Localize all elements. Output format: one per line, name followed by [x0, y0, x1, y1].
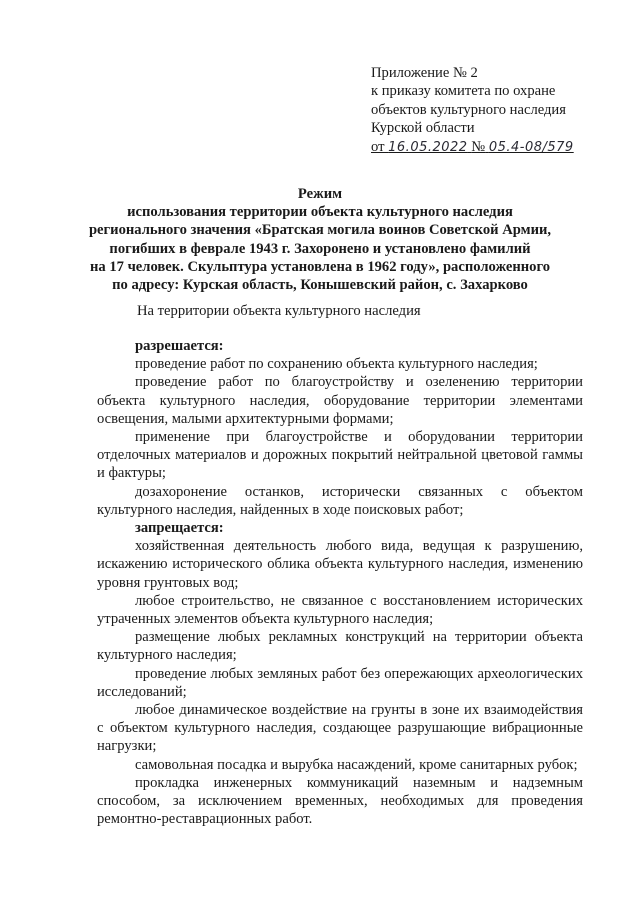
appendix-region: Курской области [371, 120, 475, 137]
title-line-1: Режим [297, 186, 343, 202]
forbidden-item: прокладка инженерных коммуникаций наземным и надземным способом, за исключением временных, необходимых для проведения ремонтно-реставрационных работ. [97, 774, 583, 828]
appendix-number: Приложение № 2 [371, 65, 478, 81]
appendix-order-ref: к приказу комитета по охране [371, 83, 556, 100]
title-line-3: регионального значения «Братская могила воинов Советской Армии, [88, 222, 552, 239]
forbidden-item: любое динамическое воздействие на грунты в зоне их взаимодействия с объектом культурного наследия, создающее разрушающие вибрационные нагрузки; [97, 702, 583, 755]
allowed-item: проведение работ по сохранению объекта культурного наследия; [135, 356, 538, 373]
allowed-item: дозахоронение останков, исторически связанных с объектом культурного наследия, найденных в ходе поисковых работ; [97, 483, 583, 518]
forbidden-item: самовольная посадка и вырубка насаждений, кроме санитарных рубок; [135, 756, 578, 773]
forbidden-heading: запрещается: [135, 520, 224, 537]
title-line-6: по адресу: Курская область, Конышевский район, с. Захарково [112, 277, 528, 294]
document-title [80, 185, 560, 294]
forbidden-item: хозяйственная деятельность любого вида, ведущая к разрушению, искажению исторического облика объекта культурного наследия, изменению уровня грунтовых вод; [97, 538, 583, 591]
forbidden-item: размещение любых рекламных конструкций на территории объекта культурного наследия; [97, 629, 583, 664]
number-prefix: № [471, 138, 486, 155]
date-value: 16.05.2022 [388, 139, 468, 155]
allowed-item: проведение работ по благоустройству и озеленению территории объекта культурного наследия, оборудование территории элементами освещения, малыми архитектурными формами; [97, 374, 583, 427]
intro-text: На территории объекта культурного наследия [137, 303, 421, 319]
appendix-date-line [371, 138, 621, 157]
regime-body [97, 337, 583, 828]
allowed-heading: разрешается: [135, 338, 224, 354]
forbidden-item: проведение любых земляных работ без опережающих археологических исследований; [97, 665, 583, 700]
title-line-2: использования территории объекта культурного наследия [127, 204, 513, 221]
appendix-committee: объектов культурного наследия [371, 101, 566, 118]
forbidden-item: любое строительство, не связанное с восстановлением исторических утраченных элементов объекта культурного наследия; [97, 592, 583, 628]
title-line-4: погибших в феврале 1943 г. Захоронено и установлено фамилий [109, 240, 531, 257]
allowed-item: применение при благоустройстве и оборудовании территории отделочных материалов и дорожных покрытий нейтральной цветовой гаммы и фактуры; [97, 429, 583, 482]
date-prefix: от [371, 138, 385, 155]
title-line-5: на 17 человек. Скульптура установлена в 1962 году», расположенного [89, 258, 551, 275]
appendix-block [371, 64, 621, 157]
number-value: 05.4-08/579 [488, 139, 574, 155]
